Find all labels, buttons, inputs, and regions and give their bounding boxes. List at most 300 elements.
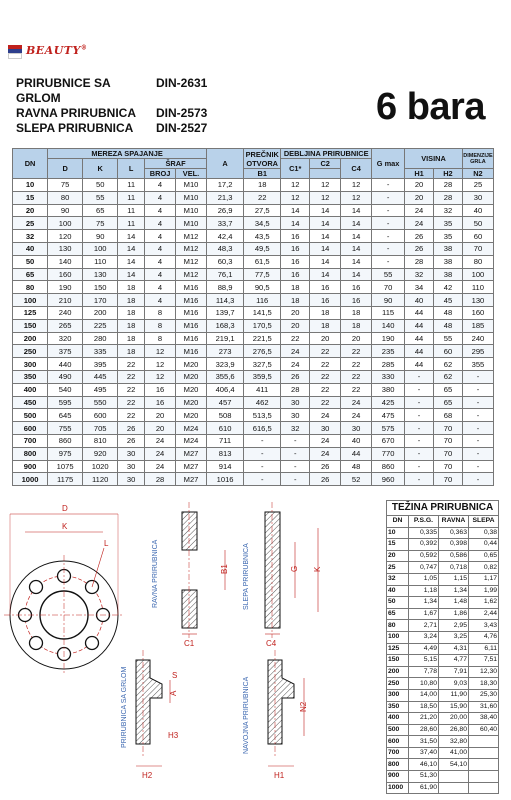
label-grlo: PRIRUBNICA SA GRLOM xyxy=(121,666,128,748)
weight-cell-dn: 40 xyxy=(387,585,409,597)
table-cell: - xyxy=(372,191,405,204)
cell-dn: 80 xyxy=(13,281,48,294)
table-cell: 70 xyxy=(372,281,405,294)
table-cell: 705 xyxy=(83,422,118,435)
table-cell: 34 xyxy=(405,281,434,294)
table-cell: 44 xyxy=(405,358,434,371)
technical-drawings xyxy=(0,498,380,798)
table-cell: 60,3 xyxy=(207,255,244,268)
weight-cell: 54,10 xyxy=(439,759,469,771)
table-cell: 616,5 xyxy=(244,422,281,435)
table-cell: 540 xyxy=(48,383,83,396)
table-cell: 16 xyxy=(341,281,372,294)
table-row xyxy=(13,370,494,383)
table-cell: 14 xyxy=(118,230,145,243)
table-cell: 26 xyxy=(405,230,434,243)
weight-cell: 3,43 xyxy=(469,620,499,632)
table-cell: 61,5 xyxy=(244,255,281,268)
table-cell: 24 xyxy=(310,447,341,460)
table-cell: M12 xyxy=(176,242,207,255)
col-dimenzije: DIMENZIJE GRLA xyxy=(462,149,493,169)
table-cell: M16 xyxy=(176,294,207,307)
table-cell: 20 xyxy=(145,422,176,435)
table-cell: 48 xyxy=(434,306,463,319)
table-cell: - xyxy=(372,255,405,268)
table-cell: 280 xyxy=(83,332,118,345)
table-cell: M10 xyxy=(176,179,207,192)
table-cell: 813 xyxy=(207,447,244,460)
weight-cell xyxy=(469,782,499,794)
table-cell: - xyxy=(405,396,434,409)
col-k: K xyxy=(83,159,118,179)
table-cell: 48,3 xyxy=(207,242,244,255)
table-cell: 28 xyxy=(434,179,463,192)
table-cell: 62 xyxy=(434,358,463,371)
table-cell: 75 xyxy=(48,179,83,192)
table-cell: 12 xyxy=(281,191,310,204)
table-cell: 4 xyxy=(145,230,176,243)
table-cell: 18 xyxy=(341,319,372,332)
table-cell: 24 xyxy=(145,447,176,460)
table-row xyxy=(13,422,494,435)
table-cell: 610 xyxy=(207,422,244,435)
table-cell: 130 xyxy=(48,242,83,255)
table-cell: 70 xyxy=(462,242,493,255)
weight-col-slepa: SLEPA xyxy=(469,516,499,528)
table-cell: 168,3 xyxy=(207,319,244,332)
table-cell: 14 xyxy=(341,242,372,255)
table-cell: 80 xyxy=(462,255,493,268)
table-cell: 27,5 xyxy=(244,204,281,217)
weight-cell: 7,51 xyxy=(469,655,499,667)
label-h3: H3 xyxy=(168,731,179,740)
weight-cell: 4,49 xyxy=(409,643,439,655)
table-cell: 18 xyxy=(118,319,145,332)
table-cell: 18 xyxy=(341,306,372,319)
label-a: A xyxy=(169,690,178,696)
col-c1: C1* xyxy=(281,159,310,179)
table-cell: - xyxy=(281,460,310,473)
table-cell: 12 xyxy=(145,370,176,383)
table-cell: 11 xyxy=(118,204,145,217)
table-cell: 20 xyxy=(405,179,434,192)
table-cell: 22 xyxy=(310,383,341,396)
table-cell: 26 xyxy=(281,370,310,383)
table-cell: M27 xyxy=(176,447,207,460)
table-cell: 276,5 xyxy=(244,345,281,358)
table-cell: 14 xyxy=(310,242,341,255)
table-cell: 26 xyxy=(310,473,341,486)
weight-cell: 2,71 xyxy=(409,620,439,632)
cell-dn: 125 xyxy=(13,306,48,319)
table-cell: 375 xyxy=(48,345,83,358)
table-cell: 30 xyxy=(281,409,310,422)
table-cell: 30 xyxy=(118,447,145,460)
weight-row xyxy=(387,655,499,667)
weight-cell: 18,30 xyxy=(469,678,499,690)
table-cell: M27 xyxy=(176,460,207,473)
table-cell: 70 xyxy=(434,422,463,435)
cell-dn: 250 xyxy=(13,345,48,358)
table-row xyxy=(13,230,494,243)
label-l: L xyxy=(104,539,109,548)
table-cell: 170,5 xyxy=(244,319,281,332)
table-cell: 18 xyxy=(118,294,145,307)
table-cell: 920 xyxy=(83,447,118,460)
table-cell: - xyxy=(244,460,281,473)
table-cell: 28 xyxy=(434,191,463,204)
weight-cell: 46,10 xyxy=(409,759,439,771)
table-cell: 20 xyxy=(281,306,310,319)
table-cell: 4 xyxy=(145,294,176,307)
weight-cell-dn: 900 xyxy=(387,771,409,783)
weight-cell-dn: 400 xyxy=(387,713,409,725)
weight-cell: 25,30 xyxy=(469,689,499,701)
weight-row xyxy=(387,631,499,643)
weight-cell: 38,40 xyxy=(469,713,499,725)
label-k: K xyxy=(62,522,68,531)
weight-cell: 1,99 xyxy=(469,585,499,597)
table-cell: M16 xyxy=(176,319,207,332)
table-row xyxy=(13,294,494,307)
table-cell: 130 xyxy=(83,268,118,281)
table-cell: 100 xyxy=(48,217,83,230)
col-broj: BROJ xyxy=(145,169,176,179)
table-cell: 115 xyxy=(372,306,405,319)
table-cell: 24 xyxy=(145,460,176,473)
table-cell: 711 xyxy=(207,434,244,447)
table-cell: 508 xyxy=(207,409,244,422)
table-cell: 457 xyxy=(207,396,244,409)
table-row xyxy=(13,281,494,294)
table-cell: 100 xyxy=(83,242,118,255)
table-cell: - xyxy=(372,230,405,243)
weight-cell: 0,65 xyxy=(469,550,499,562)
table-cell: 24 xyxy=(145,434,176,447)
table-cell: 18 xyxy=(281,294,310,307)
col-h2: H2 xyxy=(434,169,463,179)
table-cell: 44 xyxy=(405,306,434,319)
table-cell: 16 xyxy=(145,383,176,396)
weight-cell: 0,592 xyxy=(409,550,439,562)
col-mreza: MEREZA SPAJANJE xyxy=(48,149,207,159)
table-cell: 30 xyxy=(341,422,372,435)
weight-cell xyxy=(469,736,499,748)
weight-cell: 1,62 xyxy=(469,597,499,609)
weight-cell-dn: 50 xyxy=(387,597,409,609)
table-cell: 42 xyxy=(434,281,463,294)
table-cell: 65 xyxy=(83,204,118,217)
weight-cell-dn: 100 xyxy=(387,631,409,643)
table-cell: 355,6 xyxy=(207,370,244,383)
table-cell: 24 xyxy=(341,409,372,422)
table-cell: 219,1 xyxy=(207,332,244,345)
weight-cell: 20,00 xyxy=(439,713,469,725)
table-cell: 600 xyxy=(83,409,118,422)
table-cell: - xyxy=(462,473,493,486)
table-cell: M10 xyxy=(176,204,207,217)
weight-cell: 14,00 xyxy=(409,689,439,701)
table-cell: 595 xyxy=(48,396,83,409)
table-cell: 40 xyxy=(462,204,493,217)
table-cell: 141,5 xyxy=(244,306,281,319)
col-gmax: G max xyxy=(372,149,405,179)
table-cell: 22 xyxy=(118,409,145,422)
table-cell: 490 xyxy=(48,370,83,383)
table-cell: 273 xyxy=(207,345,244,358)
table-cell: 44 xyxy=(405,319,434,332)
weight-cell-dn: 250 xyxy=(387,678,409,690)
table-cell: 330 xyxy=(372,370,405,383)
table-cell: 20 xyxy=(145,409,176,422)
table-cell: 44 xyxy=(405,345,434,358)
table-cell: 90 xyxy=(372,294,405,307)
table-cell: 26 xyxy=(405,242,434,255)
cell-dn: 100 xyxy=(13,294,48,307)
label-c4: C4 xyxy=(266,639,277,648)
table-cell: - xyxy=(462,434,493,447)
table-cell: 160 xyxy=(462,306,493,319)
table-cell: 170 xyxy=(83,294,118,307)
table-cell: 24 xyxy=(405,204,434,217)
table-cell: 18 xyxy=(118,306,145,319)
table-cell: 60 xyxy=(462,230,493,243)
title-row: RAVNA PRIRUBNICA DIN-2573 xyxy=(16,106,208,120)
table-row xyxy=(13,255,494,268)
table-row xyxy=(13,204,494,217)
table-cell: 575 xyxy=(372,422,405,435)
table-cell: 114,3 xyxy=(207,294,244,307)
weight-cell: 51,30 xyxy=(409,771,439,783)
weight-cell: 11,90 xyxy=(439,689,469,701)
weight-cell: 4,76 xyxy=(469,631,499,643)
label-s: S xyxy=(172,671,178,680)
table-cell: 28 xyxy=(281,383,310,396)
weight-cell: 0,363 xyxy=(439,527,469,539)
cell-dn: 500 xyxy=(13,409,48,422)
table-cell: 411 xyxy=(244,383,281,396)
table-cell: 22 xyxy=(118,396,145,409)
table-cell: 1016 xyxy=(207,473,244,486)
table-cell: 495 xyxy=(83,383,118,396)
table-cell: 14 xyxy=(118,242,145,255)
table-cell: - xyxy=(405,460,434,473)
cell-dn: 65 xyxy=(13,268,48,281)
table-cell: 18 xyxy=(310,306,341,319)
weight-row xyxy=(387,689,499,701)
table-cell: 22 xyxy=(118,358,145,371)
table-cell: 65 xyxy=(434,383,463,396)
table-row xyxy=(13,319,494,332)
weight-row xyxy=(387,713,499,725)
weight-cell xyxy=(469,759,499,771)
table-row xyxy=(13,268,494,281)
table-cell: 359,5 xyxy=(244,370,281,383)
weight-cell-dn: 25 xyxy=(387,562,409,574)
table-cell: 24 xyxy=(281,358,310,371)
table-cell: 25 xyxy=(462,179,493,192)
table-cell: 14 xyxy=(341,230,372,243)
table-cell: 1075 xyxy=(48,460,83,473)
table-row xyxy=(13,447,494,460)
table-cell: - xyxy=(462,460,493,473)
table-cell: 22 xyxy=(310,370,341,383)
table-cell: - xyxy=(462,409,493,422)
cell-dn: 300 xyxy=(13,358,48,371)
table-cell: - xyxy=(281,447,310,460)
table-cell: M16 xyxy=(176,345,207,358)
table-cell: 14 xyxy=(118,255,145,268)
col-dn: DN xyxy=(13,149,48,179)
label-slepa: SLEPA PRIRUBNICA xyxy=(243,543,250,610)
table-cell: 810 xyxy=(83,434,118,447)
cell-dn: 50 xyxy=(13,255,48,268)
col-n2: N2 xyxy=(462,169,493,179)
title-row: PRIRUBNICE SA GRLOM DIN-2631 xyxy=(16,76,208,105)
weight-col-dn: DN xyxy=(387,516,409,528)
weight-row xyxy=(387,701,499,713)
weight-cell xyxy=(439,771,469,783)
weight-cell-dn: 600 xyxy=(387,736,409,748)
weight-row xyxy=(387,736,499,748)
weight-cell: 1,18 xyxy=(409,585,439,597)
table-cell: 100 xyxy=(462,268,493,281)
weight-cell: 0,747 xyxy=(409,562,439,574)
table-cell: - xyxy=(462,422,493,435)
table-cell: 16 xyxy=(145,396,176,409)
table-cell: 770 xyxy=(372,447,405,460)
table-cell: 670 xyxy=(372,434,405,447)
table-cell: 755 xyxy=(48,422,83,435)
label-h2: H2 xyxy=(142,771,153,780)
col-c2-sub xyxy=(310,169,341,179)
table-cell: 240 xyxy=(48,306,83,319)
table-cell: 11 xyxy=(118,191,145,204)
table-cell: 24 xyxy=(310,409,341,422)
table-cell: M20 xyxy=(176,358,207,371)
col-b1: B1 xyxy=(244,169,281,179)
table-cell: 285 xyxy=(372,358,405,371)
weight-cell: 60,40 xyxy=(469,724,499,736)
table-cell: 44 xyxy=(341,447,372,460)
table-cell: M24 xyxy=(176,434,207,447)
weight-row xyxy=(387,759,499,771)
table-cell: 22 xyxy=(244,191,281,204)
weight-row xyxy=(387,771,499,783)
col-debljina: DEBLJINA PRIRUBNICE xyxy=(281,149,372,159)
table-cell: 295 xyxy=(462,345,493,358)
table-cell: 116 xyxy=(244,294,281,307)
weight-row xyxy=(387,724,499,736)
weight-cell: 1,34 xyxy=(409,597,439,609)
weight-row xyxy=(387,608,499,620)
table-cell: 28 xyxy=(405,255,434,268)
table-cell: 21,3 xyxy=(207,191,244,204)
product-titles xyxy=(16,76,207,136)
table-cell: 960 xyxy=(372,473,405,486)
table-cell: M20 xyxy=(176,409,207,422)
table-cell: - xyxy=(405,447,434,460)
weight-row xyxy=(387,562,499,574)
table-cell: 16 xyxy=(310,281,341,294)
weight-cell: 1,05 xyxy=(409,573,439,585)
weight-cell-dn: 15 xyxy=(387,539,409,551)
weight-cell-dn: 65 xyxy=(387,608,409,620)
table-cell: 42,4 xyxy=(207,230,244,243)
table-row xyxy=(13,473,494,486)
table-cell: 30 xyxy=(281,396,310,409)
table-cell: 18 xyxy=(118,345,145,358)
title-row: SLEPA PRIRUBNICA DIN-2527 xyxy=(16,121,208,135)
weight-cell: 0,392 xyxy=(409,539,439,551)
table-cell: 12 xyxy=(145,358,176,371)
table-cell: M10 xyxy=(176,217,207,230)
table-cell: 8 xyxy=(145,332,176,345)
table-cell: 22 xyxy=(341,345,372,358)
table-cell: 26 xyxy=(118,422,145,435)
weight-cell: 1,34 xyxy=(439,585,469,597)
cell-dn: 700 xyxy=(13,434,48,447)
table-cell: 90,5 xyxy=(244,281,281,294)
table-cell: 35 xyxy=(434,230,463,243)
weight-cell: 31,50 xyxy=(409,736,439,748)
table-cell: 20 xyxy=(341,332,372,345)
table-cell: 18 xyxy=(244,179,281,192)
table-cell: 30 xyxy=(118,473,145,486)
table-cell: 16 xyxy=(281,268,310,281)
label-g: G xyxy=(290,565,299,572)
table-cell: 49,5 xyxy=(244,242,281,255)
table-cell: 150 xyxy=(83,281,118,294)
table-cell: 40 xyxy=(405,294,434,307)
weight-cell: 0,718 xyxy=(439,562,469,574)
table-cell: 24 xyxy=(281,345,310,358)
table-cell: M12 xyxy=(176,255,207,268)
table-cell: 4 xyxy=(145,191,176,204)
table-cell: 4 xyxy=(145,268,176,281)
table-cell: 335 xyxy=(83,345,118,358)
table-cell: 28 xyxy=(145,473,176,486)
table-cell: 139,7 xyxy=(207,306,244,319)
col-c4: C4 xyxy=(341,159,372,179)
table-row xyxy=(13,345,494,358)
weight-cell-dn: 20 xyxy=(387,550,409,562)
table-cell: 4 xyxy=(145,179,176,192)
table-cell: 200 xyxy=(83,306,118,319)
weight-row xyxy=(387,550,499,562)
table-cell: 32 xyxy=(405,268,434,281)
weight-cell: 9,03 xyxy=(439,678,469,690)
cell-dn: 400 xyxy=(13,383,48,396)
weight-cell-dn: 150 xyxy=(387,655,409,667)
table-cell: 440 xyxy=(48,358,83,371)
weight-cell-dn: 800 xyxy=(387,759,409,771)
table-cell: 38 xyxy=(434,242,463,255)
weight-row xyxy=(387,643,499,655)
table-cell: 48 xyxy=(341,460,372,473)
table-cell: 43,5 xyxy=(244,230,281,243)
table-cell: 20 xyxy=(310,332,341,345)
table-row xyxy=(13,242,494,255)
table-cell: M12 xyxy=(176,268,207,281)
table-row xyxy=(13,396,494,409)
table-cell: 14 xyxy=(281,204,310,217)
cell-dn: 150 xyxy=(13,319,48,332)
label-ravna: RAVNA PRIRUBNICA xyxy=(152,539,159,608)
weight-cell: 15,90 xyxy=(439,701,469,713)
table-cell: 26,9 xyxy=(207,204,244,217)
table-cell: 12 xyxy=(341,179,372,192)
